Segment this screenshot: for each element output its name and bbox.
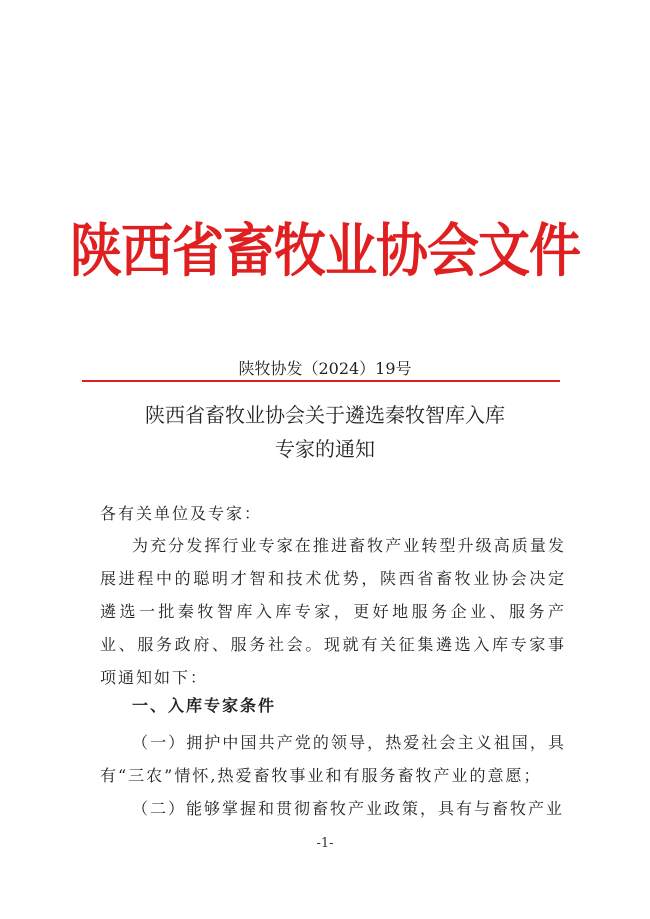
document-number: 陕牧协发（2024）19号 [238,359,412,378]
intro-paragraph: 为充分发挥行业专家在推进畜牧产业转型升级高质量发展进程中的聪明才智和技术优势，陕西省畜牧业协会决定遴选一批秦牧智库入库专家，更好地服务企业、服务产业、服务政府、服务社会。现就有关征集遴选入库专家事项通知如下： [100,536,566,687]
notice-title-line1: 陕西省畜牧业协会关于遴选秦牧智库入库 [145,403,505,427]
section-heading: 一、入库专家条件 [132,696,277,715]
notice-title [60,398,590,466]
notice-title-line2: 专家的通知 [275,437,375,461]
salutation: 各有关单位及专家： [100,504,263,523]
condition-item-2: （二）能够掌握和贯彻畜牧产业政策，具有与畜牧产业 [132,799,565,818]
condition-item-1: （一）拥护中国共产党的领导，热爱社会主义祖国，具有“三农”情怀,热爱畜牧事业和有服务畜牧产业的意愿； [100,733,566,785]
masthead-title: 陕西省畜牧业协会文件 [69,217,580,285]
page-number: -1- [316,836,334,851]
red-divider-line [82,380,560,382]
